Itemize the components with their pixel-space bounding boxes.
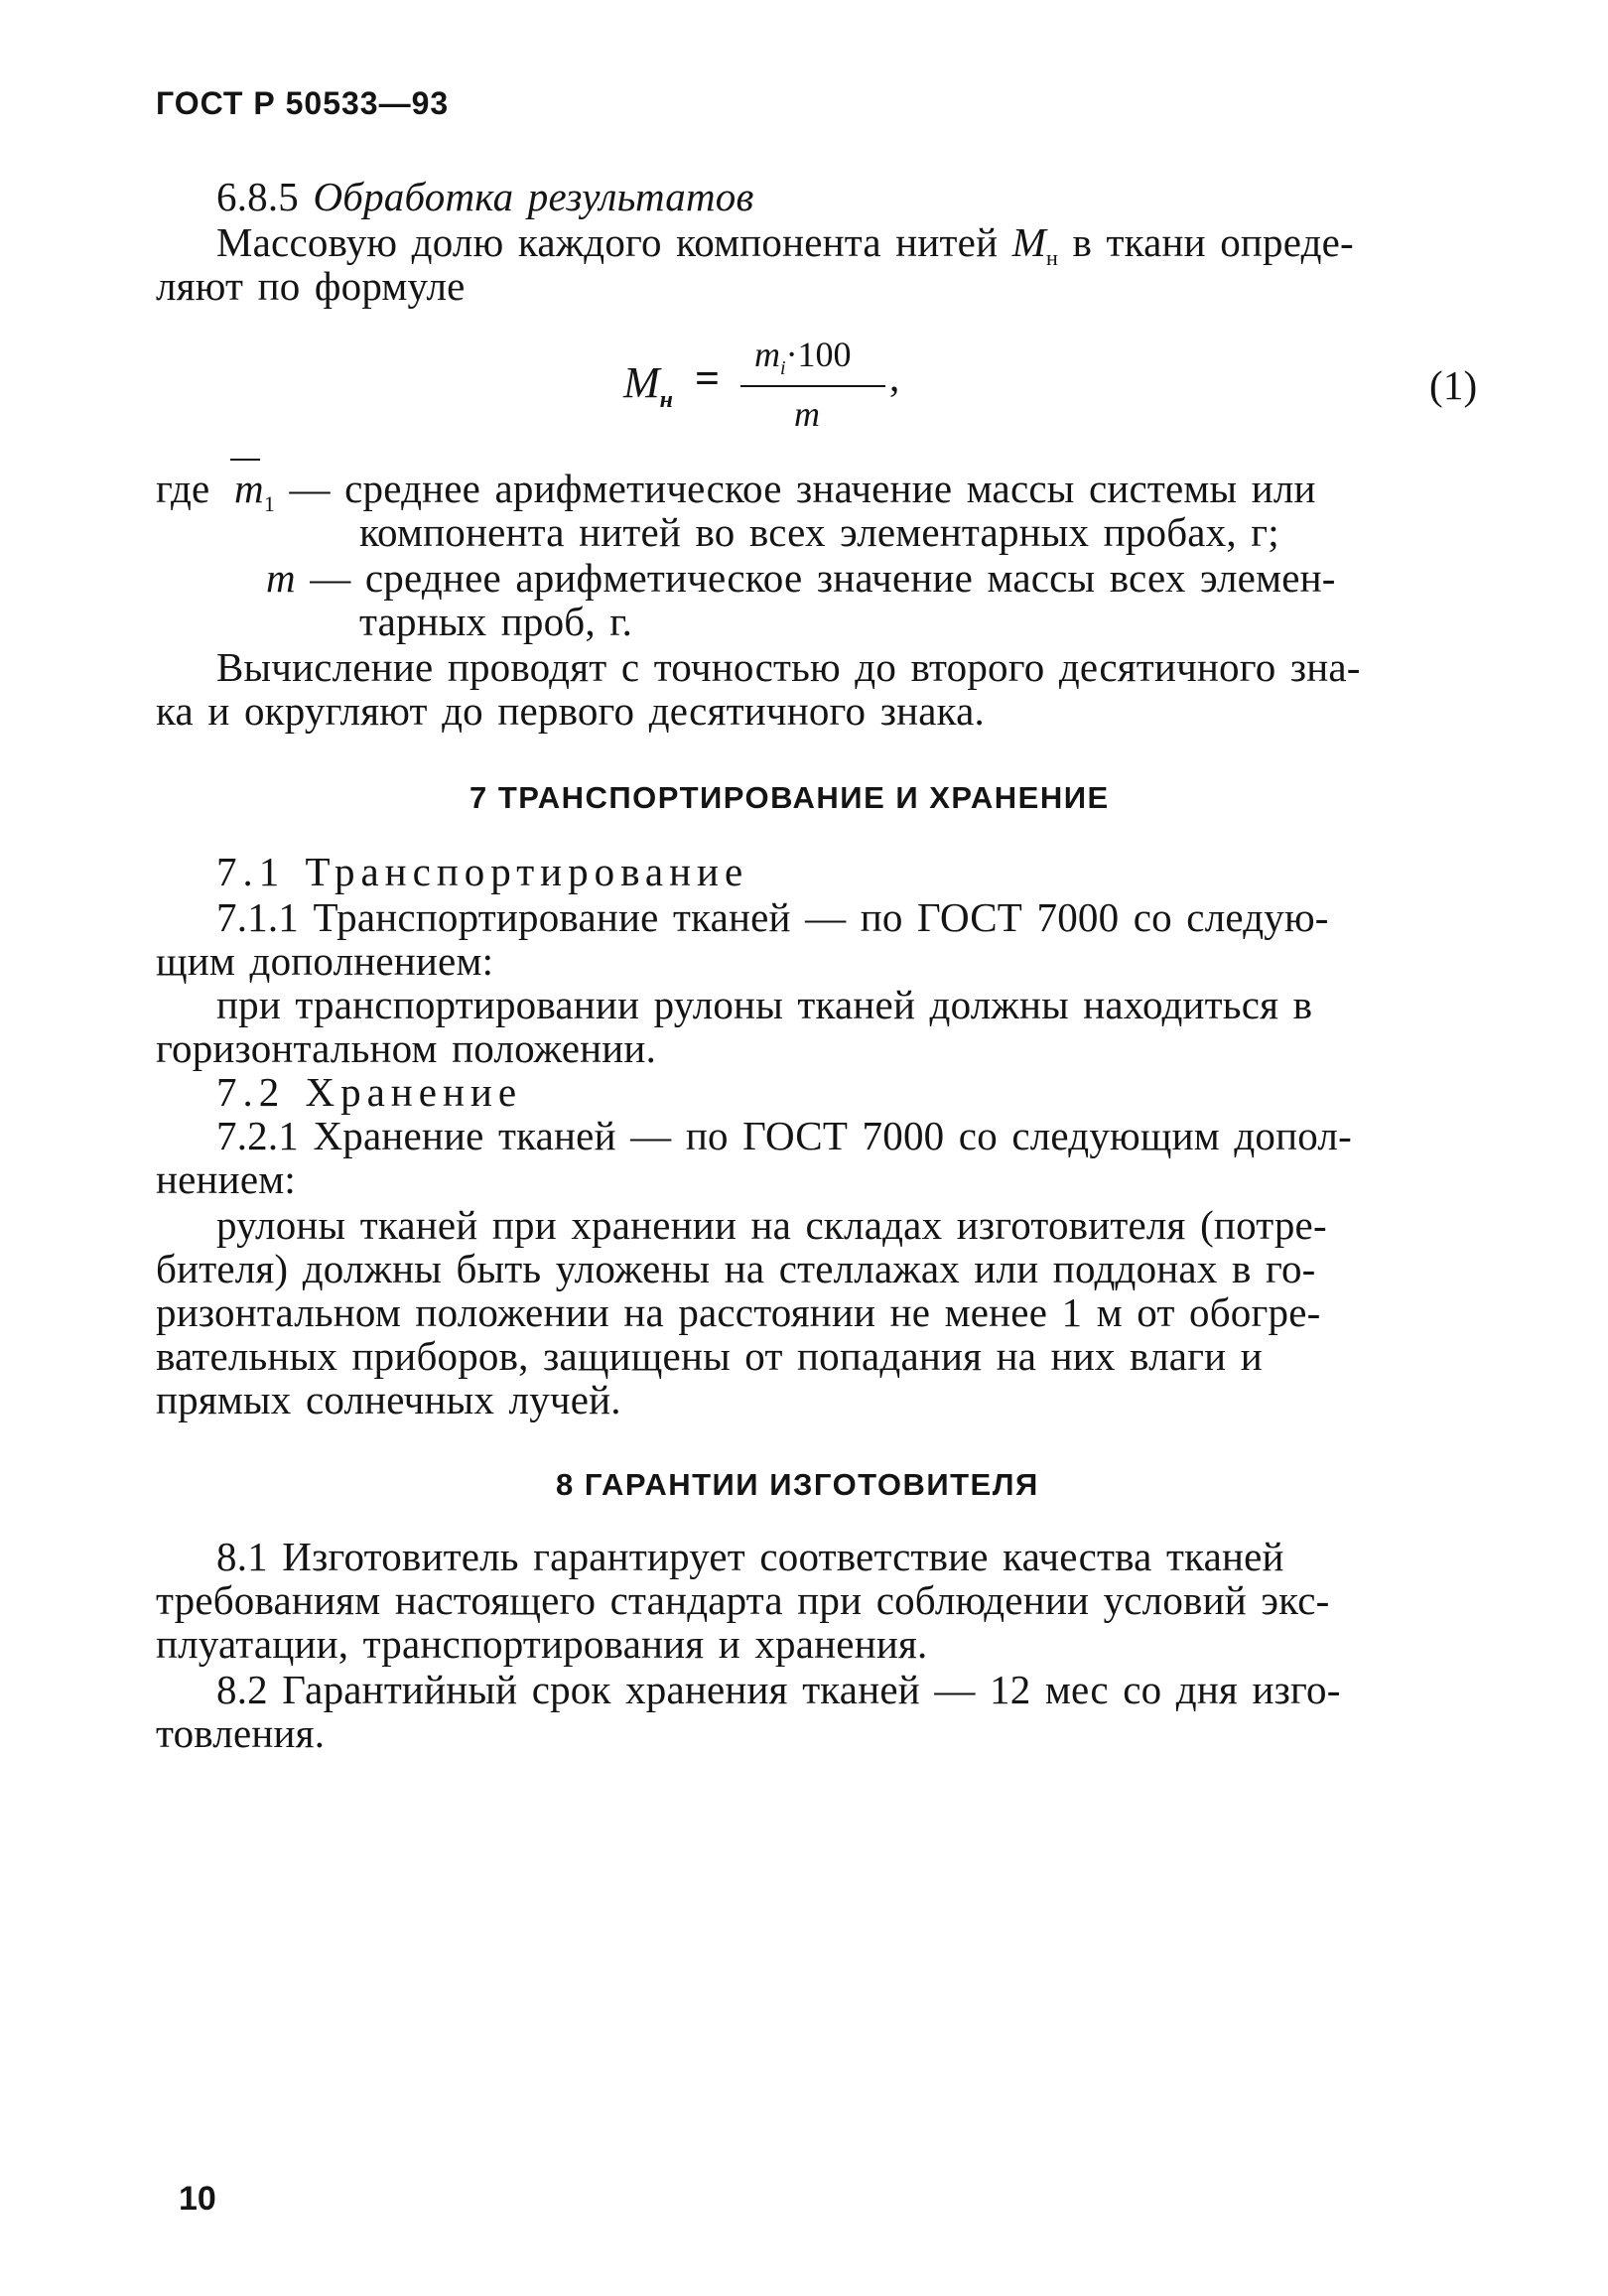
paragraph-line: горизонтальном положении. bbox=[156, 1025, 657, 1071]
paragraph-line: 8.2 Гарантийный срок хранения тканей — 12 мес со дня изго- bbox=[216, 1667, 1341, 1712]
formula-comma: , bbox=[889, 354, 900, 400]
formula-equals: = bbox=[695, 354, 721, 403]
paragraph-line: 7.1.1 Транспортирование тканей — по ГОСТ 7000 со следую- bbox=[216, 894, 1329, 940]
paragraph-line: товления. bbox=[156, 1710, 326, 1756]
paragraph-line: рулоны тканей при хранении на складах изготовителя (потре- bbox=[216, 1202, 1327, 1248]
section-7-2-title: 7.2 Хранение bbox=[216, 1069, 523, 1115]
document-code: ГОСТ Р 50533—93 bbox=[156, 85, 450, 121]
section-title: Обработка результатов bbox=[313, 174, 754, 219]
where-m1-line: $m_1$ — среднее арифметическое значение массы системы или bbox=[234, 466, 1316, 517]
section-7-heading: 7 ТРАНСПОРТИРОВАНИЕ И ХРАНЕНИЕ bbox=[469, 780, 1110, 815]
paragraph-line: требованиям настоящего стандарта при соблюдении условий экс- bbox=[156, 1577, 1330, 1623]
paragraph-line: щим дополнением: bbox=[156, 938, 494, 984]
where-prefix: где bbox=[156, 466, 210, 511]
paragraph-line: 8.1 Изготовитель гарантирует соответствие качества тканей bbox=[216, 1534, 1284, 1579]
paragraph-line: вательных приборов, защищены от попадания на них влаги и bbox=[156, 1333, 1263, 1379]
paragraph-line: ляют по формуле bbox=[156, 263, 466, 309]
paragraph-line: бителя) должны быть уложены на стеллажах или поддонах в го- bbox=[156, 1246, 1316, 1291]
paragraph-line: Вычисление проводят с точностью до второго десятичного зна- bbox=[216, 644, 1361, 690]
section-7-1-title: 7.1 Транспортирование bbox=[216, 849, 749, 894]
section-number: 6.8.5 bbox=[216, 174, 299, 219]
formula-denominator: m bbox=[794, 394, 820, 434]
paragraph-line: ризонтальном положении на расстоянии не менее 1 м от обогре- bbox=[156, 1289, 1321, 1335]
paragraph-line: нением: bbox=[156, 1156, 296, 1202]
paragraph-line: при транспортировании рулоны тканей должны находиться в bbox=[216, 982, 1313, 1027]
paragraph-line: прямых солнечных лучей. bbox=[156, 1377, 621, 1422]
paragraph-line: Массовую долю каждого компонента нитей $M_н$ в ткани опреде- bbox=[216, 219, 1354, 271]
overline-mark bbox=[230, 459, 260, 461]
page-number: 10 bbox=[179, 2180, 216, 2218]
formula-numerator: $m_i\cdot 100$ bbox=[754, 335, 852, 380]
formula-number: (1) bbox=[1429, 362, 1478, 408]
fraction-bar bbox=[740, 385, 885, 387]
formula-lhs: $M_н$ bbox=[623, 358, 673, 413]
section-8-heading: 8 ГАРАНТИИ ИЗГОТОВИТЕЛЯ bbox=[556, 1467, 1039, 1502]
section-6-8-5-title bbox=[216, 175, 753, 218]
where-m-line: m — среднее арифметическое значение массы всех элемен- bbox=[266, 555, 1336, 601]
paragraph-line: 7.2.1 Хранение тканей — по ГОСТ 7000 со следующим допол- bbox=[216, 1113, 1352, 1158]
where-m1-line2: компонента нитей во всех элементарных пробах, г; bbox=[359, 509, 1279, 555]
paragraph-line: плуатации, транспортирования и хранения. bbox=[156, 1621, 928, 1667]
paragraph-line: ка и округляют до первого десятичного знака. bbox=[156, 688, 985, 734]
where-m-line2: тарных проб, г. bbox=[359, 599, 633, 644]
